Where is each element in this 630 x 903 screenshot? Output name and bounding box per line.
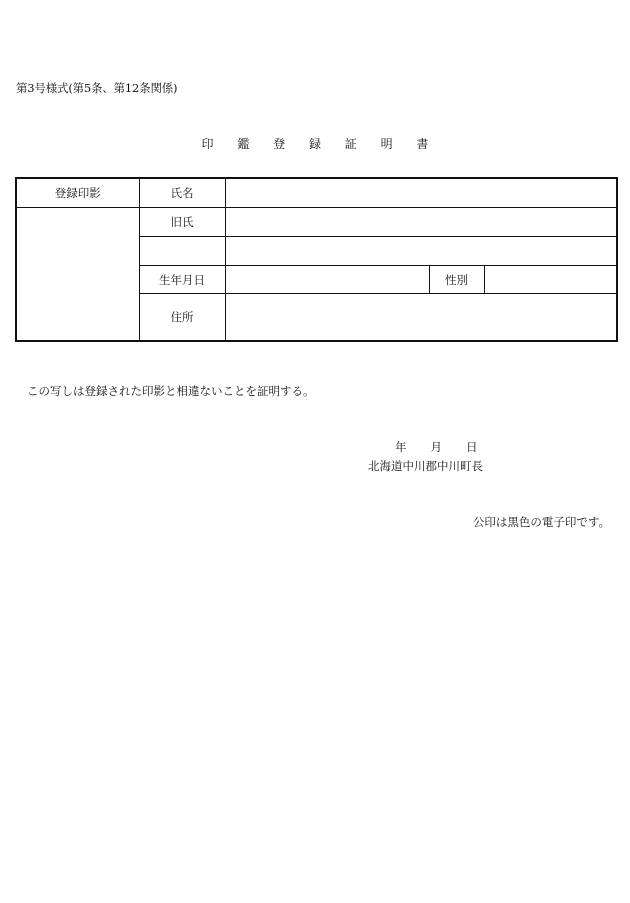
former-name-value [225,208,617,237]
day-label: 日 [466,440,478,454]
name-label: 氏名 [139,178,225,208]
sex-value [484,266,617,294]
former-name-label: 旧氏 [139,208,225,237]
year-label: 年 [395,440,407,454]
sex-label: 性別 [429,266,484,294]
seal-note: 公印は黒色の電子印です。 [472,515,610,529]
document-title: 印 鑑 登 録 証 明 書 [201,137,439,151]
table-row [16,208,617,237]
date-line [395,439,478,455]
registered-seal-area [16,208,139,342]
form-number: 第3号様式(第5条、第12条関係) [16,81,178,95]
birthdate-value [225,266,429,294]
registration-table [15,177,618,342]
registered-seal-header: 登録印影 [16,178,139,208]
extra-row-label [139,237,225,266]
certification-text: この写しは登録された印影と相違ないことを証明する。 [27,384,315,398]
address-label: 住所 [139,294,225,342]
month-label: 月 [430,440,442,454]
extra-row-value [225,237,617,266]
table-row [16,178,617,208]
name-value [225,178,617,208]
issuer-name: 北海道中川郡中川町長 [368,459,483,473]
birthdate-label: 生年月日 [139,266,225,294]
address-value [225,294,617,342]
